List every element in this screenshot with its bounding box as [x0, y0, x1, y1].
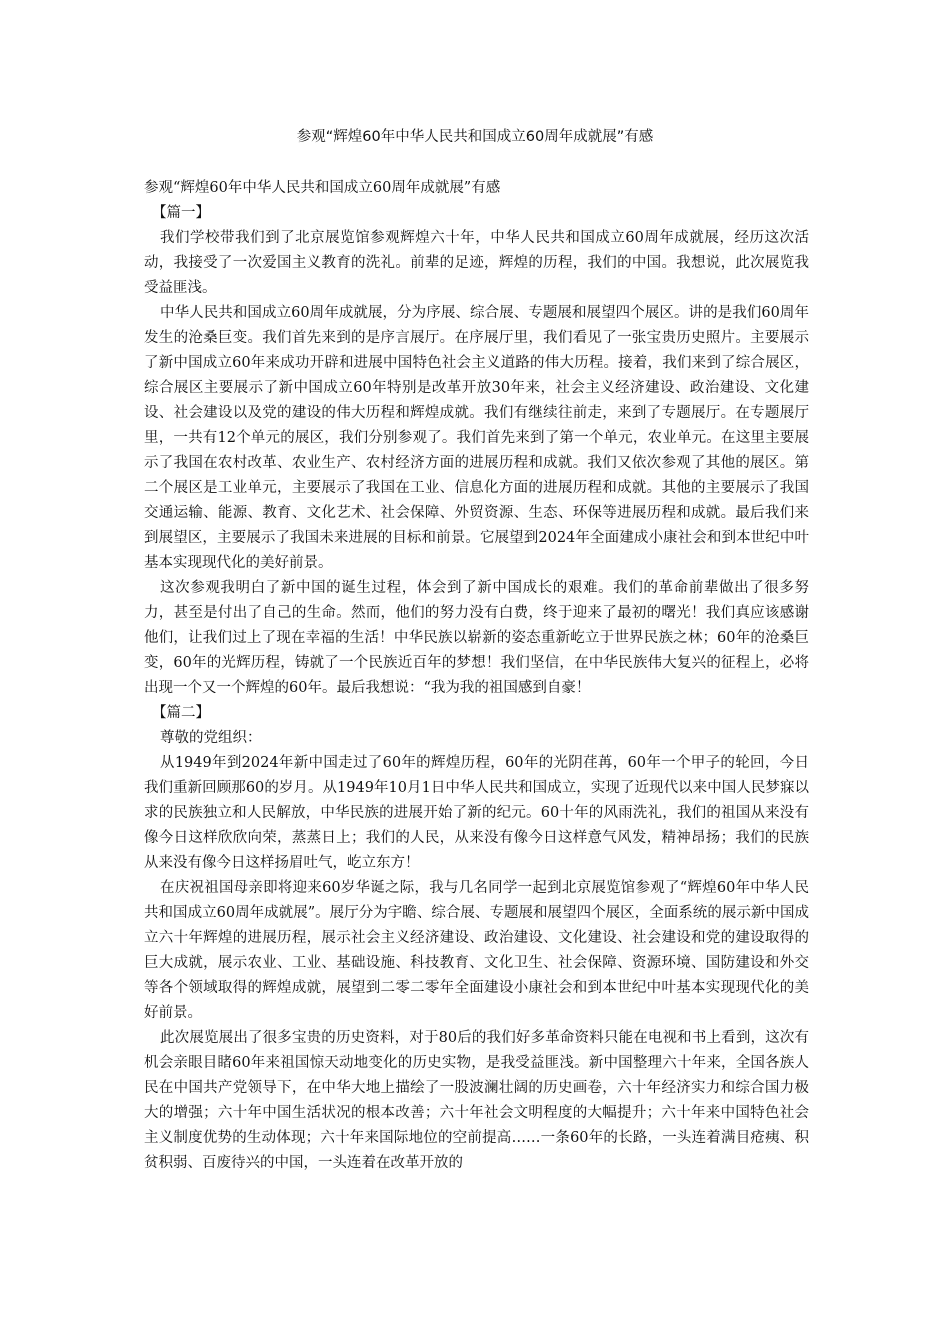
section-label-2: 【篇二】: [152, 705, 210, 721]
salutation: 尊敬的党组织：: [160, 730, 262, 746]
paragraph: 中华人民共和国成立60周年成就展，分为序展、综合展、专题展和展望四个展区。讲的是我们60周年发生的沧桑巨变。我们首先来到的是序言展厅。在序展厅里，我们看见了一张宝贵历史照片。主要展示了新中国成立60年来成功开辟和进展中国特色社会主义道路的伟大历程。接着，我们来到了综合展区，综合展区主要展示了新中国成立60年特别是改革开放30年来，社会主义经济建设、政治建设、文化建设、社会建设以及党的建设的伟大历程和辉煌成就。我们有继续往前走，来到了专题展厅。在专题展厅里，一共有12个单元的展区，我们分别参观了。我们首先来到了第一个单元，农业单元。在这里主要展示了我国在农村改革、农业生产、农村经济方面的进展历程和成就。我们又依次参观了其他的展区。第二个展区是工业单元，主要展示了我国在工业、信息化方面的进展历程和成就。其他的主要展示了我国交通运输、能源、教育、文化艺术、社会保障、外贸资源、生态、环保等进展历程和成就。最后我们来到展望区，主要展示了我国未来进展的目标和前景。它展望到2024年全面建成小康社会和到本世纪中叶基本实现现代化的美好前景。: [144, 305, 809, 571]
paragraph: 此次展览展出了很多宝贵的历史资料，对于80后的我们好多革命资料只能在电视和书上看到，这次有机会亲眼目睹60年来祖国惊天动地变化的历史实物，是我受益匪浅。新中国整理六十年来，全国各族人民在中国共产党领导下，在中华大地上描绘了一股波澜壮阔的历史画卷，六十年经济实力和综合国力极大的增强；六十年中国生活状况的根本改善；六十年社会文明程度的大幅提升；六十年来中国特色社会主义制度优势的生动体现；六十年来国际地位的空前提高……一条60年的长路，一头连着满目疮痍、积贫积弱、百废待兴的中国，一头连着在改革开放的: [144, 1030, 809, 1171]
body-title: 参观“辉煌60年中华人民共和国成立60周年成就展”有感: [144, 180, 501, 196]
section-label-1: 【篇一】: [152, 205, 210, 221]
paragraph: 这次参观我明白了新中国的诞生过程，体会到了新中国成长的艰难。我们的革命前辈做出了很多努力，甚至是付出了自己的生命。然而，他们的努力没有白费，终于迎来了最初的曙光！我们真应该感谢他们，让我们过上了现在幸福的生活！中华民族以崭新的姿态重新屹立于世界民族之林；60年的沧桑巨变，60年的光辉历程，铸就了一个民族近百年的梦想！我们坚信，在中华民族伟大复兴的征程上，必将出现一个又一个辉煌的60年。最后我想说：“我为我的祖国感到自豪！: [144, 580, 809, 696]
document-body: [144, 176, 809, 1176]
page-title: 参观“辉煌60年中华人民共和国成立60周年成就展”有感: [296, 129, 654, 145]
paragraph: 我们学校带我们到了北京展览馆参观辉煌六十年，中华人民共和国成立60周年成就展，经历这次活动，我接受了一次爱国主义教育的洗礼。前辈的足迹，辉煌的历程，我们的中国。我想说，此次展览我受益匪浅。: [144, 230, 809, 296]
paragraph: 在庆祝祖国母亲即将迎来60岁华诞之际，我与几名同学一起到北京展览馆参观了“辉煌60年中华人民共和国成立60周年成就展”。展厅分为宇瞻、综合展、专题展和展望四个展区，全面系统的展示新中国成立六十年辉煌的进展历程，展示社会主义经济建设、政治建设、文化建设、社会建设和党的建设取得的巨大成就，展示农业、工业、基础设施、科技教育、文化卫生、社会保障、资源环境、国防建设和外交等各个领域取得的辉煌成就，展望到二零二零年全面建设小康社会和到本世纪中叶基本实现现代化的美好前景。: [144, 880, 809, 1021]
paragraph: 从1949年到2024年新中国走过了60年的辉煌历程，60年的光阴荏苒，60年一个甲子的轮回，今日我们重新回顾那60的岁月。从1949年10月1日中华人民共和国成立，实现了近现代以来中国人民梦寐以求的民族独立和人民解放，中华民族的进展开始了新的纪元。60十年的风雨洗礼，我们的祖国从来没有像今日这样欣欣向荣，蒸蒸日上；我们的人民，从来没有像今日这样意气风发，精神昂扬；我们的民族从来没有像今日这样扬眉吐气，屹立东方！: [144, 755, 809, 871]
